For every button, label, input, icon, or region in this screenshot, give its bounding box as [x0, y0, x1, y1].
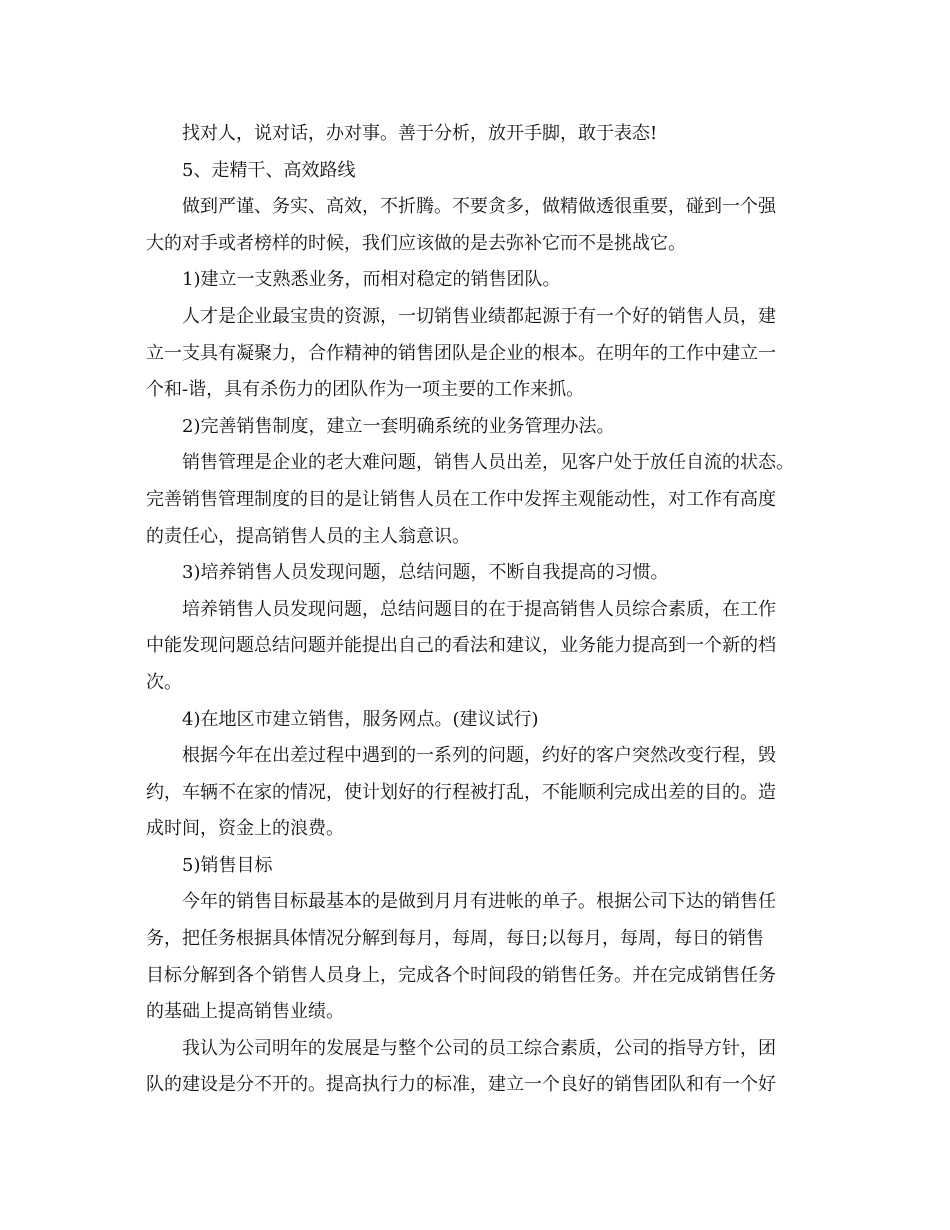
text-line: 1)建立一支熟悉业务，而相对稳定的销售团队。: [182, 269, 561, 291]
text-line: 的基础上提高销售业绩。: [146, 1001, 344, 1023]
text-line: 培养销售人员发现问题，总结问题目的在于提高销售人员综合素质，在工作: [182, 598, 776, 620]
paragraph-3: [146, 189, 806, 262]
text-line: 5、走精干、高效路线: [182, 159, 356, 181]
paragraph-5: [146, 299, 806, 409]
text-line: 个和-谐，具有杀伤力的团队作为一项主要的工作来抓。: [146, 379, 585, 401]
subheading-5: [146, 848, 806, 885]
text-line: 4)在地区市建立销售，服务网点。(建议试行): [182, 708, 539, 730]
text-line: 立一支具有凝聚力，合作精神的销售团队是企业的根本。在明年的工作中建立一: [146, 342, 776, 364]
subheading-2: [146, 409, 806, 446]
paragraph-7: [146, 445, 806, 555]
document-body: [146, 116, 806, 1104]
text-line: 根据今年在出差过程中遇到的一系列的问题，约好的客户突然改变行程，毁: [182, 745, 776, 767]
text-line: 完善销售管理制度的目的是让销售人员在工作中发挥主观能动性，对工作有高度: [146, 488, 776, 510]
text-line: 大的对手或者榜样的时候，我们应该做的是去弥补它而不是挑战它。: [146, 232, 686, 254]
section-heading-5: [146, 153, 806, 190]
paragraph-9: [146, 592, 806, 702]
text-line: 次。: [146, 671, 182, 693]
text-line: 的责任心，提高销售人员的主人翁意识。: [146, 525, 470, 547]
text-line: 中能发现问题总结问题并能提出自己的看法和建议，业务能力提高到一个新的档: [146, 635, 776, 657]
text-line: 5)销售目标: [182, 854, 273, 876]
text-line: 2)完善销售制度，建立一套明确系统的业务管理办法。: [182, 415, 615, 437]
text-line: 我认为公司明年的发展是与整个公司的员工综合素质，公司的指导方针，团: [182, 1037, 776, 1059]
subheading-1: [146, 262, 806, 299]
text-line: 做到严谨、务实、高效，不折腾。不要贪多，做精做透很重要，碰到一个强: [182, 196, 776, 218]
paragraph-14: [146, 1031, 806, 1104]
text-line: 3)培养销售人员发现问题，总结问题，不断自我提高的习惯。: [182, 562, 669, 584]
text-line: 务，把任务根据具体情况分解到每月，每周，每日;以每月，每周，每日的销售: [146, 928, 765, 950]
paragraph-13: [146, 884, 806, 1030]
paragraph-1: [146, 116, 806, 153]
text-line: 成时间，资金上的浪费。: [146, 818, 344, 840]
text-line: 人才是企业最宝贵的资源，一切销售业绩都起源于有一个好的销售人员，建: [182, 305, 776, 327]
text-line: 目标分解到各个销售人员身上，完成各个时间段的销售任务。并在完成销售任务: [146, 964, 776, 986]
subheading-3: [146, 555, 806, 592]
paragraph-11: [146, 738, 806, 848]
subheading-4: [146, 702, 806, 739]
text-line: 约，车辆不在家的情况，使计划好的行程被打乱，不能顺利完成出差的目的。造: [146, 781, 776, 803]
text-line: 销售管理是企业的老大难问题，销售人员出差，见客户处于放任自流的状态。: [182, 452, 794, 474]
text-line: 今年的销售目标最基本的是做到月月有进帐的单子。根据公司下达的销售任: [182, 891, 776, 913]
text-line: 找对人，说对话，办对事。善于分析，放开手脚，敢于表态!: [182, 123, 658, 144]
text-line: 队的建设是分不开的。提高执行力的标准，建立一个良好的销售团队和有一个好: [146, 1074, 776, 1096]
